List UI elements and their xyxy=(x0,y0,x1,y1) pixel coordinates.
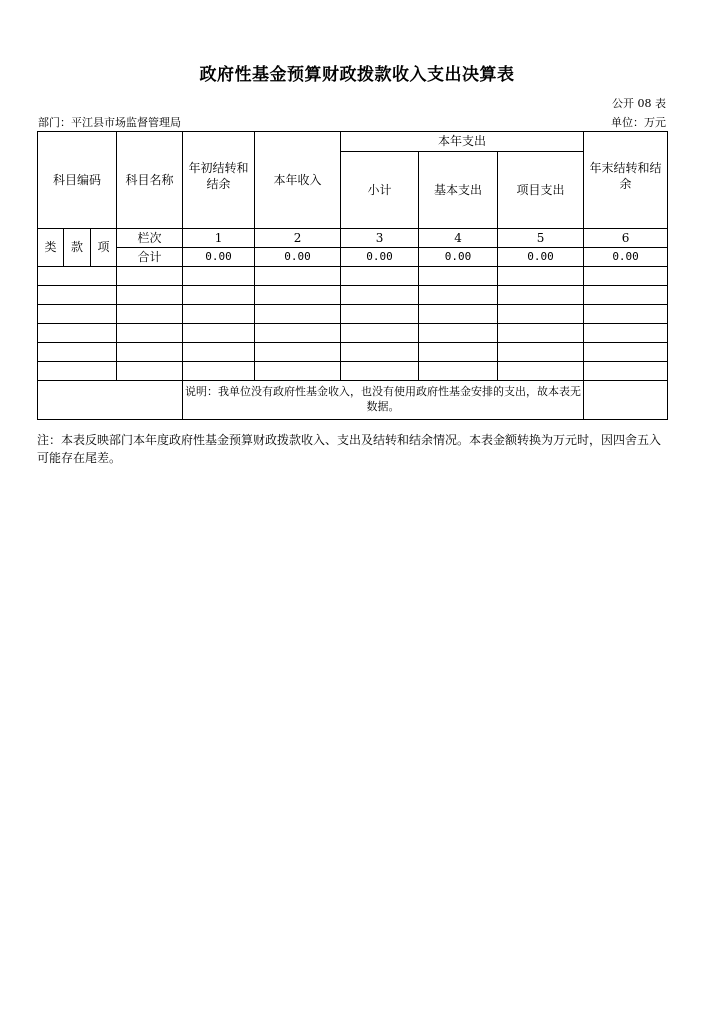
table-row xyxy=(38,324,668,343)
empty-cell xyxy=(38,324,117,343)
header-xiang: 项 xyxy=(91,229,117,267)
empty-cell xyxy=(183,343,255,362)
empty-cell xyxy=(584,267,668,286)
department-label: 部门：平江县市场监督管理局 xyxy=(38,116,181,129)
empty-cell xyxy=(255,324,341,343)
empty-cell xyxy=(183,324,255,343)
empty-cell xyxy=(498,343,584,362)
empty-cell xyxy=(341,267,419,286)
header-subject-name: 科目名称 xyxy=(117,132,183,229)
column-number-row xyxy=(38,229,668,248)
empty-cell xyxy=(341,362,419,381)
col-number-5: 5 xyxy=(498,229,584,248)
empty-cell xyxy=(255,267,341,286)
total-project-expense: 0.00 xyxy=(498,248,584,267)
empty-cell xyxy=(341,286,419,305)
empty-cell xyxy=(117,343,183,362)
empty-cell xyxy=(255,362,341,381)
page-title: 政府性基金预算财政拨款收入支出决算表 xyxy=(199,65,515,85)
empty-cell xyxy=(38,267,117,286)
header-basic-expense: 基本支出 xyxy=(419,152,498,229)
table-row xyxy=(38,267,668,286)
total-subtotal: 0.00 xyxy=(341,248,419,267)
empty-cell xyxy=(419,267,498,286)
empty-cell xyxy=(183,286,255,305)
header-lei: 类 xyxy=(38,229,64,267)
empty-cell xyxy=(341,305,419,324)
empty-cell xyxy=(117,362,183,381)
table-row xyxy=(38,362,668,381)
empty-cell xyxy=(584,305,668,324)
row-seq-label: 栏次 xyxy=(117,229,183,248)
total-closing-balance: 0.00 xyxy=(584,248,668,267)
empty-cell xyxy=(498,305,584,324)
empty-cell xyxy=(419,305,498,324)
total-basic-expense: 0.00 xyxy=(419,248,498,267)
empty-cell xyxy=(38,305,117,324)
header-closing-balance: 年末结转和结余 xyxy=(584,132,668,229)
empty-cell xyxy=(341,324,419,343)
header-project-expense: 项目支出 xyxy=(498,152,584,229)
table-note: 说明：我单位没有政府性基金收入，也没有使用政府性基金安排的支出，故本表无数据。 xyxy=(183,381,584,420)
empty-cell xyxy=(183,362,255,381)
budget-table xyxy=(37,131,668,420)
empty-cell xyxy=(584,362,668,381)
empty-cell xyxy=(255,343,341,362)
total-opening-balance: 0.00 xyxy=(183,248,255,267)
empty-cell xyxy=(498,362,584,381)
empty-cell xyxy=(498,286,584,305)
empty-cell xyxy=(419,362,498,381)
col-number-6: 6 xyxy=(584,229,668,248)
empty-cell xyxy=(38,286,117,305)
col-number-2: 2 xyxy=(255,229,341,248)
col-number-4: 4 xyxy=(419,229,498,248)
header-opening-balance: 年初结转和结余 xyxy=(183,132,255,229)
empty-cell xyxy=(584,381,668,420)
empty-cell xyxy=(419,286,498,305)
empty-cell xyxy=(183,305,255,324)
empty-cell xyxy=(341,343,419,362)
col-number-1: 1 xyxy=(183,229,255,248)
empty-cell xyxy=(498,267,584,286)
empty-cell xyxy=(117,286,183,305)
table-row xyxy=(38,305,668,324)
table-row xyxy=(38,286,668,305)
empty-cell xyxy=(183,267,255,286)
empty-cell xyxy=(38,381,183,420)
empty-cell xyxy=(584,286,668,305)
empty-cell xyxy=(117,305,183,324)
note-row xyxy=(38,381,668,420)
empty-cell xyxy=(419,343,498,362)
header-row-1 xyxy=(38,132,668,152)
header-current-expense: 本年支出 xyxy=(341,132,584,152)
header-current-income: 本年收入 xyxy=(255,132,341,229)
empty-cell xyxy=(584,343,668,362)
total-row xyxy=(38,248,668,267)
header-kuan: 款 xyxy=(64,229,91,267)
header-subject-code: 科目编码 xyxy=(38,132,117,229)
empty-cell xyxy=(38,362,117,381)
form-number: 公开 08 表 xyxy=(612,97,666,110)
empty-cell xyxy=(38,343,117,362)
empty-cell xyxy=(117,324,183,343)
empty-cell xyxy=(255,286,341,305)
total-label: 合计 xyxy=(117,248,183,267)
empty-cell xyxy=(117,267,183,286)
footnote: 注：本表反映部门本年度政府性基金预算财政拨款收入、支出及结转和结余情况。本表金额转换为万元时，因四舍五入可能存在尾差。 xyxy=(37,433,662,465)
empty-cell xyxy=(419,324,498,343)
header-subtotal: 小计 xyxy=(341,152,419,229)
table-row xyxy=(38,343,668,362)
total-current-income: 0.00 xyxy=(255,248,341,267)
empty-cell xyxy=(584,324,668,343)
unit-label: 单位：万元 xyxy=(611,116,666,129)
empty-cell xyxy=(255,305,341,324)
col-number-3: 3 xyxy=(341,229,419,248)
empty-cell xyxy=(498,324,584,343)
